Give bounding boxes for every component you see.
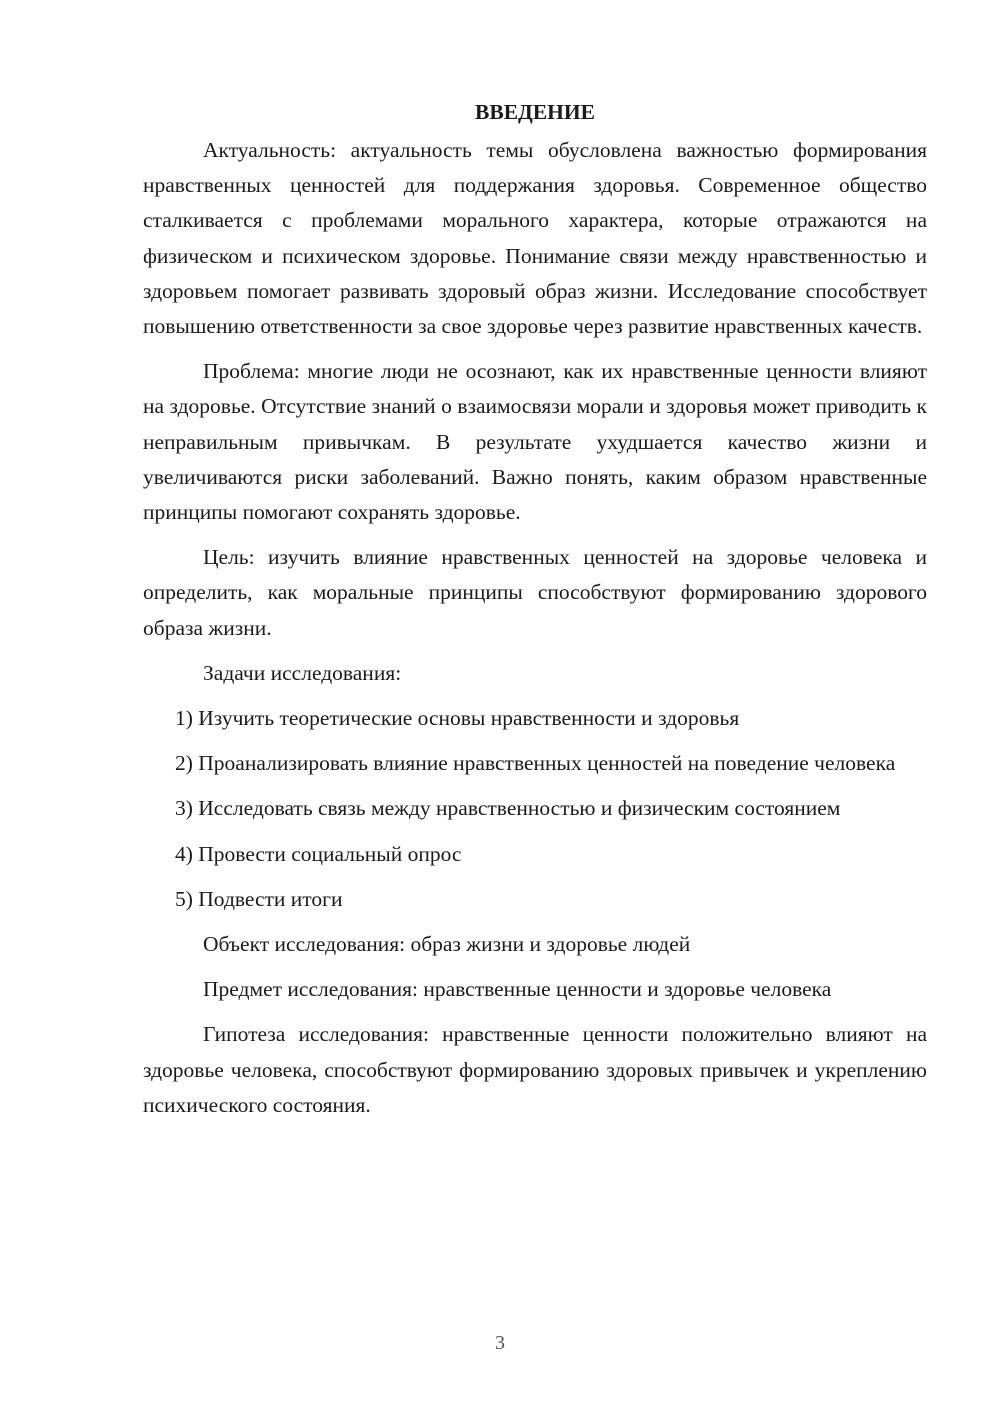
task-item-1: 1) Изучить теоретические основы нравственности и здоровья [175, 706, 740, 731]
tasks-list [143, 701, 927, 917]
page-number: 3 [495, 1332, 505, 1354]
document-page [143, 98, 927, 1133]
task-item-3: 3) Исследовать связь между нравственностью и физическим состоянием [175, 796, 841, 821]
goal-paragraph: Цель: изучить влияние нравственных ценностей на здоровье человека и определить, как моральные принципы способствуют формированию здорового образа жизни. [143, 545, 927, 640]
task-item-5: 5) Подвести итоги [175, 886, 343, 911]
relevance-paragraph: Актуальность: актуальность темы обусловлена важностью формирования нравственных ценностей для поддержания здоровья. Современное общество сталкивается с проблемами морального характера, которые отражаются на физическом и психическом здоровье. Понимание связи между нравственностью и здоровьем помогает развивать здоровый образ жизни. Исследование способствует повышению ответственности за свое здоровье через развитие нравственных качеств. [143, 138, 927, 339]
research-object: Объект исследования: образ жизни и здоровье людей [203, 932, 691, 957]
task-item-4: 4) Провести социальный опрос [175, 841, 462, 866]
tasks-heading: Задачи исследования: [203, 660, 402, 685]
research-hypothesis: Гипотеза исследования: нравственные ценности положительно влияют на здоровье человека, способствуют формированию здоровых привычек и укреплению психического состояния. [143, 1022, 927, 1117]
page-title: ВВЕДЕНИЕ [475, 100, 595, 124]
research-subject: Предмет исследования: нравственные ценности и здоровье человека [203, 977, 832, 1002]
task-item-2: 2) Проанализировать влияние нравственных ценностей на поведение человека [175, 751, 896, 776]
problem-paragraph: Проблема: многие люди не осознают, как их нравственные ценности влияют на здоровье. Отсутствие знаний о взаимосвязи морали и здоровья может приводить к неправильным привычкам. В результате ухудшается качество жизни и увеличиваются риски заболеваний. Важно понять, каким образом нравственные принципы помогают сохранять здоровье. [143, 359, 927, 525]
